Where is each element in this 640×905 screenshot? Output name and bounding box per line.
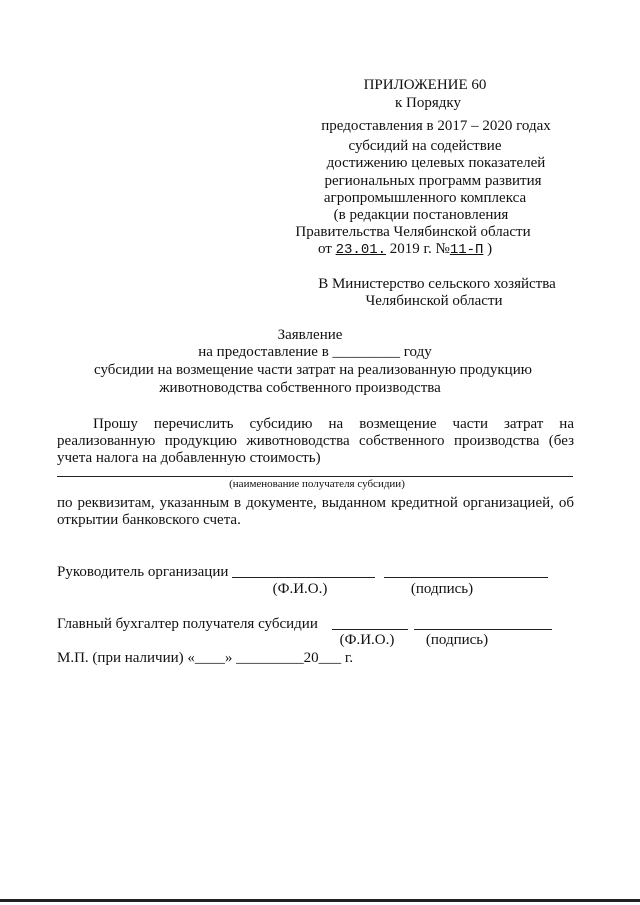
appendix-line: (в редакции постановления <box>333 207 509 223</box>
appendix-line: предоставления в 2017 – 2020 годах <box>321 118 551 134</box>
appendix-line: Правительства Челябинской области <box>295 224 531 240</box>
statement-line3: животноводства собственного производства <box>159 380 441 396</box>
statement-title: Заявление <box>277 327 343 343</box>
recipient-caption: (наименование получателя субсидии) <box>229 478 405 490</box>
request-paragraph-line2: реализованную продукцию животноводства собственного производства (без <box>57 433 574 449</box>
order-number: 11-П <box>449 242 484 258</box>
stamp-line: М.П. (при наличии) «____» _________20___ г. <box>57 650 354 666</box>
date-prefix: от <box>318 241 332 257</box>
request-paragraph-line1: Прошу перечислить субсидию на возмещение части затрат на <box>93 416 574 432</box>
head-fio-caption: (Ф.И.О.) <box>272 581 328 597</box>
head-label: Руководитель организации <box>57 564 229 580</box>
date-value: 23.01. <box>335 242 387 258</box>
accountant-fio-caption: (Ф.И.О.) <box>339 632 395 648</box>
request-paragraph-line3: учета налога на добавленную стоимость) <box>57 450 321 466</box>
accountant-label: Главный бухгалтер получателя субсидии <box>57 616 318 632</box>
head-sign-caption: (подпись) <box>410 581 474 597</box>
statement-line1: на предоставление в _________ году <box>198 344 432 360</box>
date-suffix: ) <box>487 241 493 257</box>
head-fio-line <box>232 577 375 578</box>
appendix-line: к Порядку <box>395 95 461 111</box>
recipient-name-line <box>57 476 573 477</box>
appendix-line: агропромышленного комплекса <box>323 190 527 206</box>
appendix-title: ПРИЛОЖЕНИЕ 60 <box>363 77 487 93</box>
appendix-line: субсидий на содействие <box>348 138 502 154</box>
head-sign-line <box>384 577 548 578</box>
appendix-line: достижению целевых показателей <box>326 155 546 171</box>
accountant-sign-line <box>414 629 552 630</box>
appendix-date-line <box>318 241 492 259</box>
addressee-line1: В Министерство сельского хозяйства <box>318 276 556 292</box>
page-bottom-separator <box>0 899 640 902</box>
accountant-fio-line <box>332 629 408 630</box>
addressee-line2: Челябинской области <box>365 293 503 309</box>
requisites-line1: по реквизитам, указанным в документе, выданном кредитной организацией, об <box>57 495 574 511</box>
requisites-line2: открытии банковского счета. <box>57 512 241 528</box>
accountant-sign-caption: (подпись) <box>425 632 489 648</box>
date-middle: 2019 г. № <box>389 241 450 257</box>
appendix-line: региональных программ развития <box>324 173 542 189</box>
statement-line2: субсидии на возмещение части затрат на реализованную продукцию <box>94 362 532 378</box>
